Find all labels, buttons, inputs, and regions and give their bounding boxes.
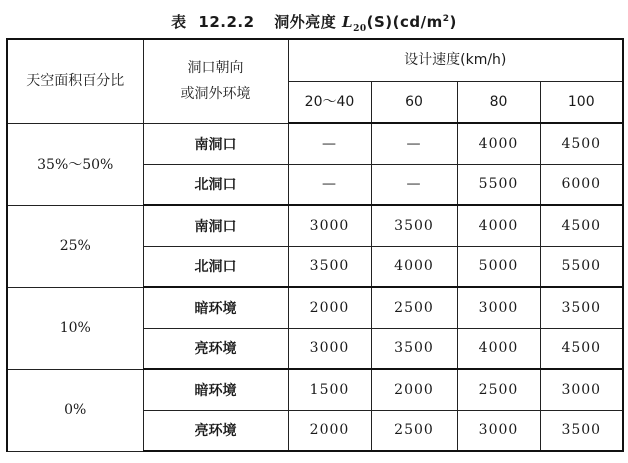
caption-title: 洞外亮度	[274, 13, 337, 31]
caption-arg: (S)	[366, 13, 393, 31]
value-cell: 6000	[540, 164, 623, 205]
value-cell: 2000	[288, 287, 371, 328]
condition-cell: 南洞口	[143, 205, 288, 246]
value-cell: 3500	[288, 246, 371, 287]
value-cell: 3000	[288, 328, 371, 369]
caption-prefix: 表	[171, 13, 187, 31]
header-speed-60: 60	[371, 81, 457, 123]
value-cell: —	[371, 123, 457, 164]
header-speed-20-40: 20～40	[288, 81, 371, 123]
value-cell: 2500	[457, 369, 540, 410]
value-cell: 5500	[457, 164, 540, 205]
value-cell: 3500	[371, 205, 457, 246]
table-row	[7, 369, 623, 410]
caption-symbol-letter: L	[342, 13, 354, 31]
value-cell: 3000	[288, 205, 371, 246]
value-cell: 5500	[540, 246, 623, 287]
table-row	[7, 287, 623, 328]
value-cell: 2000	[288, 410, 371, 451]
header-orientation-line2: 或洞外环境	[180, 86, 251, 103]
value-cell: 4000	[457, 123, 540, 164]
condition-cell: 暗环境	[143, 287, 288, 328]
value-cell: 4500	[540, 205, 623, 246]
condition-cell: 暗环境	[143, 369, 288, 410]
caption-number: 12.2.2	[198, 13, 255, 31]
caption-unit-sup: 2	[442, 14, 450, 24]
header-sky-ratio: 天空面积百分比	[7, 39, 143, 123]
value-cell: 1500	[288, 369, 371, 410]
table-row	[7, 123, 623, 164]
value-cell: 3500	[540, 410, 623, 451]
group-cell: 25%	[7, 205, 143, 287]
value-cell: 3000	[457, 410, 540, 451]
caption-symbol	[342, 13, 367, 34]
header-speed-100: 100	[540, 81, 623, 123]
value-cell: 3000	[457, 287, 540, 328]
value-cell: 2500	[371, 410, 457, 451]
value-cell: 3500	[371, 328, 457, 369]
caption-symbol-subscript: 20	[353, 24, 367, 34]
condition-cell: 北洞口	[143, 164, 288, 205]
group-cell: 10%	[7, 287, 143, 369]
value-cell: 2000	[371, 369, 457, 410]
value-cell: 3500	[540, 287, 623, 328]
caption-unit-open: (cd/m	[392, 13, 443, 31]
table-row	[7, 205, 623, 246]
header-speed: 设计速度(km/h)	[288, 39, 623, 81]
value-cell: 4000	[457, 328, 540, 369]
caption-unit-close: )	[449, 13, 457, 31]
header-orientation-line1: 洞口朝向	[187, 60, 244, 77]
group-cell: 35%～50%	[7, 123, 143, 205]
value-cell: 5000	[457, 246, 540, 287]
value-cell: 4500	[540, 123, 623, 164]
value-cell: —	[288, 123, 371, 164]
value-cell: 4000	[457, 205, 540, 246]
condition-cell: 亮环境	[143, 328, 288, 369]
group-cell: 0%	[7, 369, 143, 451]
header-speed-80: 80	[457, 81, 540, 123]
header-orientation	[143, 39, 288, 123]
condition-cell: 亮环境	[143, 410, 288, 451]
value-cell: 4000	[371, 246, 457, 287]
condition-cell: 南洞口	[143, 123, 288, 164]
table-caption	[0, 6, 628, 32]
condition-cell: 北洞口	[143, 246, 288, 287]
value-cell: —	[371, 164, 457, 205]
value-cell: 3000	[540, 369, 623, 410]
value-cell: 2500	[371, 287, 457, 328]
luminance-table	[6, 38, 624, 452]
value-cell: —	[288, 164, 371, 205]
value-cell: 4500	[540, 328, 623, 369]
